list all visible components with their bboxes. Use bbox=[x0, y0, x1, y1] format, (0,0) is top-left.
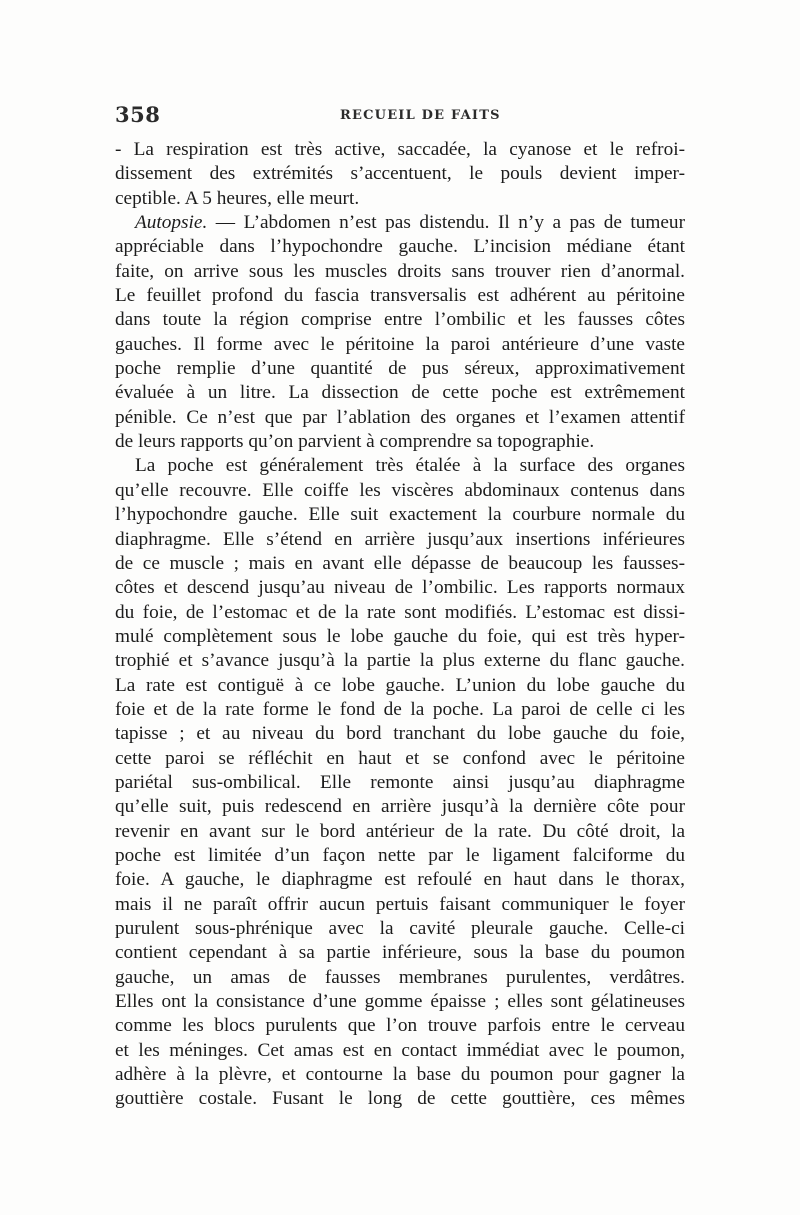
text-line: l’hypochondre gauche. Elle suit exactement la courbure normale du bbox=[115, 504, 685, 526]
text-line: foie. A gauche, le diaphragme est refoulé en haut dans le thorax, bbox=[115, 869, 685, 891]
text-line: de ce muscle ; mais en avant elle dépasse de beaucoup les fausses- bbox=[115, 552, 685, 574]
text-line: tapisse ; et au niveau du bord tranchant du lobe gauche du foie, bbox=[115, 723, 685, 745]
text-line: - La respiration est très active, saccadée, la cyanose et le refroi- bbox=[115, 139, 685, 160]
text-line: gauches. Il forme avec le péritoine la paroi antérieure d’une vaste bbox=[115, 333, 685, 355]
text-line: diaphragme. Elle s’étend en arrière jusqu’aux insertions inférieures bbox=[115, 528, 685, 550]
text-line: La poche est généralement très étalée à la surface des organes bbox=[135, 455, 685, 477]
text-line: cette paroi se réfléchit en haut et se confond avec le péritoine bbox=[115, 747, 685, 769]
text-line: Le feuillet profond du fascia transversalis est adhérent au péritoine bbox=[115, 285, 685, 307]
text-line: appréciable dans l’hypochondre gauche. L’incision médiane étant bbox=[115, 236, 685, 258]
text-line: Elles ont la consistance d’une gomme épaisse ; elles sont gélatineuses bbox=[115, 991, 685, 1013]
text-line: revenir en avant sur le bord antérieur de la rate. Du côté droit, la bbox=[115, 820, 685, 842]
text-line: purulent sous-phrénique avec la cavité pleurale gauche. Celle-ci bbox=[115, 918, 685, 939]
text-line: dans toute la région comprise entre l’ombilic et les fausses côtes bbox=[115, 309, 685, 331]
text-line: mulé complètement sous le lobe gauche du foie, qui est très hyper- bbox=[115, 625, 685, 647]
running-head: RECUEIL DE FAITS bbox=[340, 108, 501, 123]
autopsy-line-text: — L’abdomen n’est pas distendu. Il n’y a pas de tumeur bbox=[215, 212, 685, 234]
text-line: adhère à la plèvre, et contourne la base du poumon pour gagner la bbox=[115, 1064, 685, 1086]
text-line: gauche, un amas de fausses membranes purulentes, verdâtres. bbox=[115, 966, 685, 988]
text-line: qu’elle suit, puis redescend en arrière jusqu’à la dernière côte pour bbox=[115, 796, 685, 818]
text-line: gouttière costale. Fusant le long de cette gouttière, ces mêmes bbox=[115, 1088, 685, 1110]
text-line: poche remplie d’une quantité de pus séreux, approximativement bbox=[115, 358, 685, 380]
page-header bbox=[115, 100, 685, 130]
text-line: côtes et descend jusqu’au niveau de l’ombilic. Les rapports normaux bbox=[115, 577, 685, 599]
text-line: pariétal sus-ombilical. Elle remonte ainsi jusqu’au diaphragme bbox=[115, 771, 685, 793]
text-line: qu’elle recouvre. Elle coiffe les viscères abdominaux contenus dans bbox=[115, 479, 685, 501]
text-line: ceptible. A 5 heures, elle meurt. bbox=[115, 187, 360, 209]
text-line: contient cependant à sa partie inférieure, sous la base du poumon bbox=[115, 942, 685, 964]
text-line-autopsy bbox=[115, 211, 685, 235]
text-line: comme les blocs purulents que l’on trouve parfois entre le cerveau bbox=[115, 1015, 685, 1037]
page-number: 358 bbox=[115, 102, 161, 127]
text-line: évaluée à un litre. La dissection de cette poche est extrêmement bbox=[115, 382, 685, 404]
body-text bbox=[115, 138, 685, 1112]
text-line: foie et de la rate forme le fond de la poche. La paroi de celle ci les bbox=[115, 698, 685, 720]
text-line: trophié et s’avance jusqu’à la partie la plus externe du flanc gauche. bbox=[115, 650, 685, 672]
text-line: pénible. Ce n’est que par l’ablation des organes et l’examen attentif bbox=[115, 406, 685, 428]
text-line: de leurs rapports qu’on parvient à comprendre sa topographie. bbox=[115, 431, 595, 453]
autopsy-label: Autopsie. bbox=[135, 212, 208, 234]
text-line: poche est limitée d’un façon nette par le ligament falciforme du bbox=[115, 844, 685, 866]
text-line: du foie, de l’estomac et de la rate sont modifiés. L’estomac est dissi- bbox=[115, 601, 685, 623]
text-line: La rate est contiguë à ce lobe gauche. L’union du lobe gauche du bbox=[115, 674, 685, 696]
text-line: et les méninges. Cet amas est en contact immédiat avec le poumon, bbox=[115, 1039, 685, 1061]
text-line: faite, on arrive sous les muscles droits sans trouver rien d’anormal. bbox=[115, 260, 685, 282]
text-line: dissement des extrémités s’accentuent, le pouls devient imper- bbox=[115, 163, 685, 185]
text-line: mais il ne paraît offrir aucun pertuis faisant communiquer le foyer bbox=[115, 893, 685, 915]
